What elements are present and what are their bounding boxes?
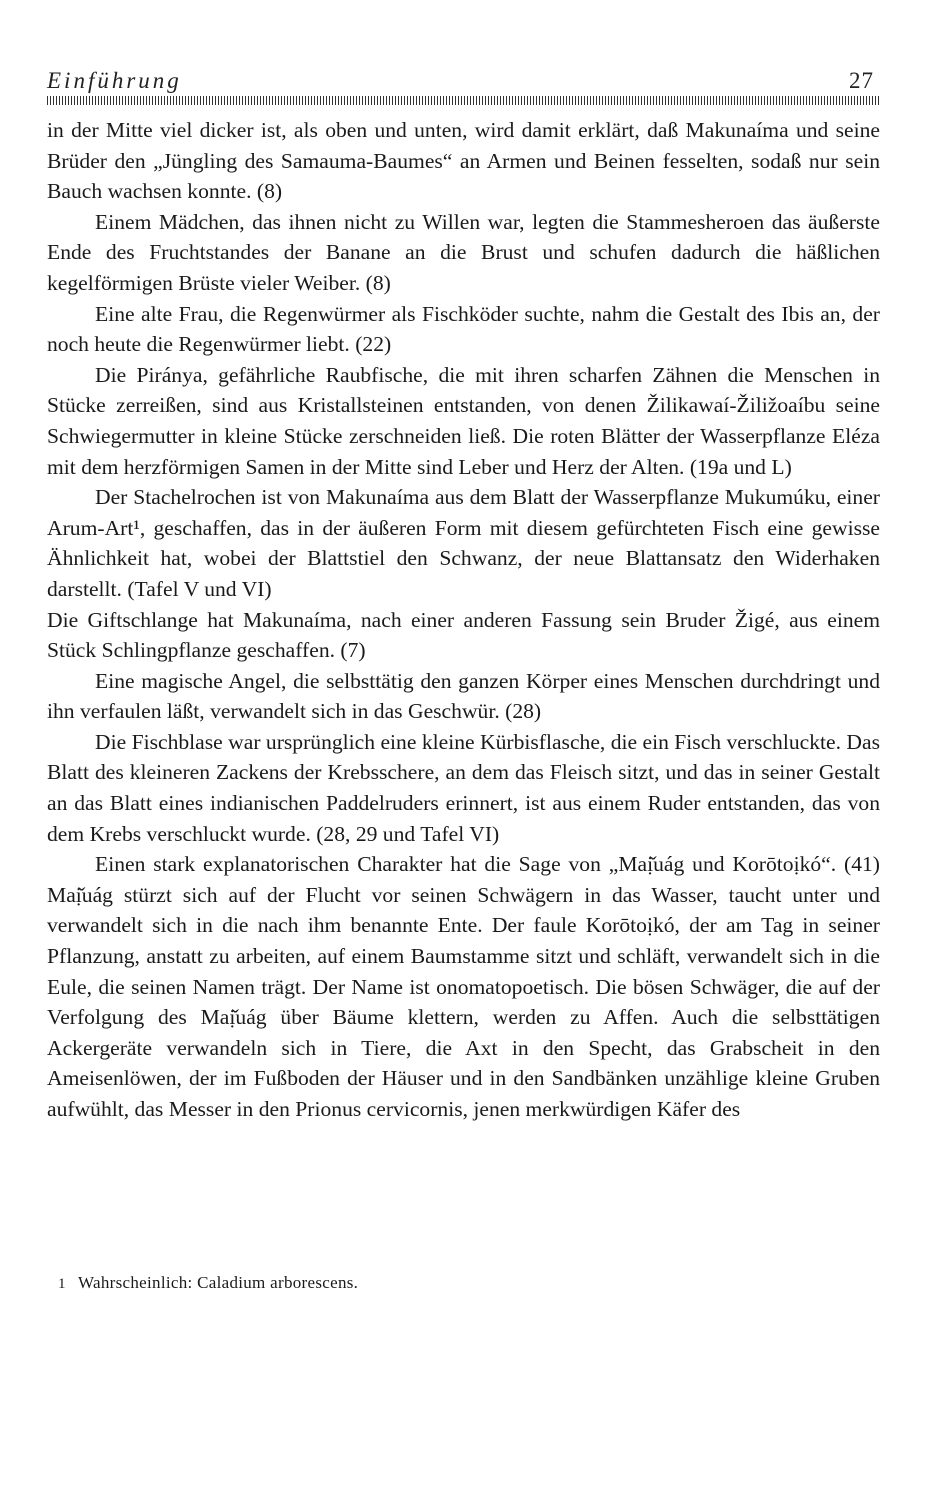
paragraph: Die Piránya, gefährliche Raubfische, die mit ihren scharfen Zähnen die Menschen in Stücke zerreißen, sind aus Kristallsteinen entstanden, von denen Žilikawaí-Žiližoaíbu seine Schwiegermutter in kleine Stücke zerschneiden ließ. Die roten Blätter der Wasserpflanze Eléza mit dem herzförmigen Samen in der Mitte sind Leber und Herz der Alten. (19a und L): [47, 362, 880, 479]
page-number: 27: [849, 68, 874, 93]
main-text: [47, 115, 880, 1125]
paragraph: Einen stark explanatorischen Charakter hat die Sage von „Maị̌uág und Korōtoịkó“. (41) Maị̌uág stürzt sich auf der Flucht vor seinen Schwägern in das Wasser, taucht unter und verwandelt sich in die nach ihm benannte Ente. Der faule Korōtoịkó, der am Tag in seiner Pflanzung, anstatt zu arbeiten, auf einem Baumstamme sitzt und schläft, verwandelt sich in die Eule, die seinen Namen trägt. Der Name ist onomatopoetisch. Die bösen Schwäger, die auf der Verfolgung des Maị̌uág über Bäume klettern, werden zu Affen. Auch die selbsttätigen Ackergeräte verwandeln sich in Tiere, die Axt in den Specht, das Grabscheit in den Ameisenlöwen, der im Fußboden der Häuser und in den Sandbänken unzählige kleine Gruben aufwühlt, das Messer in den Prionus cervicornis, jenen merkwürdigen Käfer des: [47, 852, 880, 1121]
paragraph: Die Giftschlange hat Makunaíma, nach einer anderen Fassung sein Bruder Žigé, aus einem Stück Schlingpflanze geschaffen. (7): [47, 607, 880, 663]
paragraph: in der Mitte viel dicker ist, als oben und unten, wird damit erklärt, daß Makunaíma und seine Brüder den „Jüngling des Samauma-Baumes“ an Armen und Beinen fesselten, sodaß nur sein Bauch wachsen konnte. (8): [47, 118, 880, 204]
running-title: Einführung: [47, 68, 182, 93]
paragraph: Der Stachelrochen ist von Makunaíma aus dem Blatt der Wasserpflanze Mukumúku, einer Arum-Art¹, geschaffen, das in der äußeren Form mit diesem gefürchteten Fisch eine gewisse Ähnlichkeit hat, wobei der Blattstiel den Schwanz, der neue Blattansatz den Widerhaken darstellt. (Tafel V und VI): [47, 485, 880, 601]
paragraph: Einem Mädchen, das ihnen nicht zu Willen war, legten die Stammesheroen das äußerste Ende des Fruchtstandes der Banane an die Brust und schufen dadurch die häßlichen kegelförmigen Brüste vieler Weiber. (8): [47, 209, 880, 295]
page-header: [47, 60, 880, 96]
book-page: [47, 60, 880, 1125]
footnote-text: Wahrscheinlich: Caladium arborescens.: [78, 1273, 359, 1292]
footnote: [58, 1273, 838, 1293]
footnote-marker: 1: [58, 1276, 66, 1292]
paragraph: Die Fischblase war ursprünglich eine kleine Kürbisflasche, die ein Fisch verschluckte. Das Blatt des kleineren Zackens der Krebsschere, an dem das Fleisch sitzt, und das in seiner Gestalt an das Blatt eines indianischen Paddelruders erinnert, ist aus einem Ruder entstanden, das von dem Krebs verschluckt wurde. (28, 29 und Tafel VI): [47, 729, 880, 846]
paragraph: Eine magische Angel, die selbsttätig den ganzen Körper eines Menschen durchdringt und ihn verfaulen läßt, verwandelt sich in das Geschwür. (28): [47, 668, 880, 724]
header-rule: [47, 96, 880, 105]
paragraph: Eine alte Frau, die Regenwürmer als Fischköder suchte, nahm die Gestalt des Ibis an, der noch heute die Regenwürmer liebt. (22): [47, 301, 880, 357]
